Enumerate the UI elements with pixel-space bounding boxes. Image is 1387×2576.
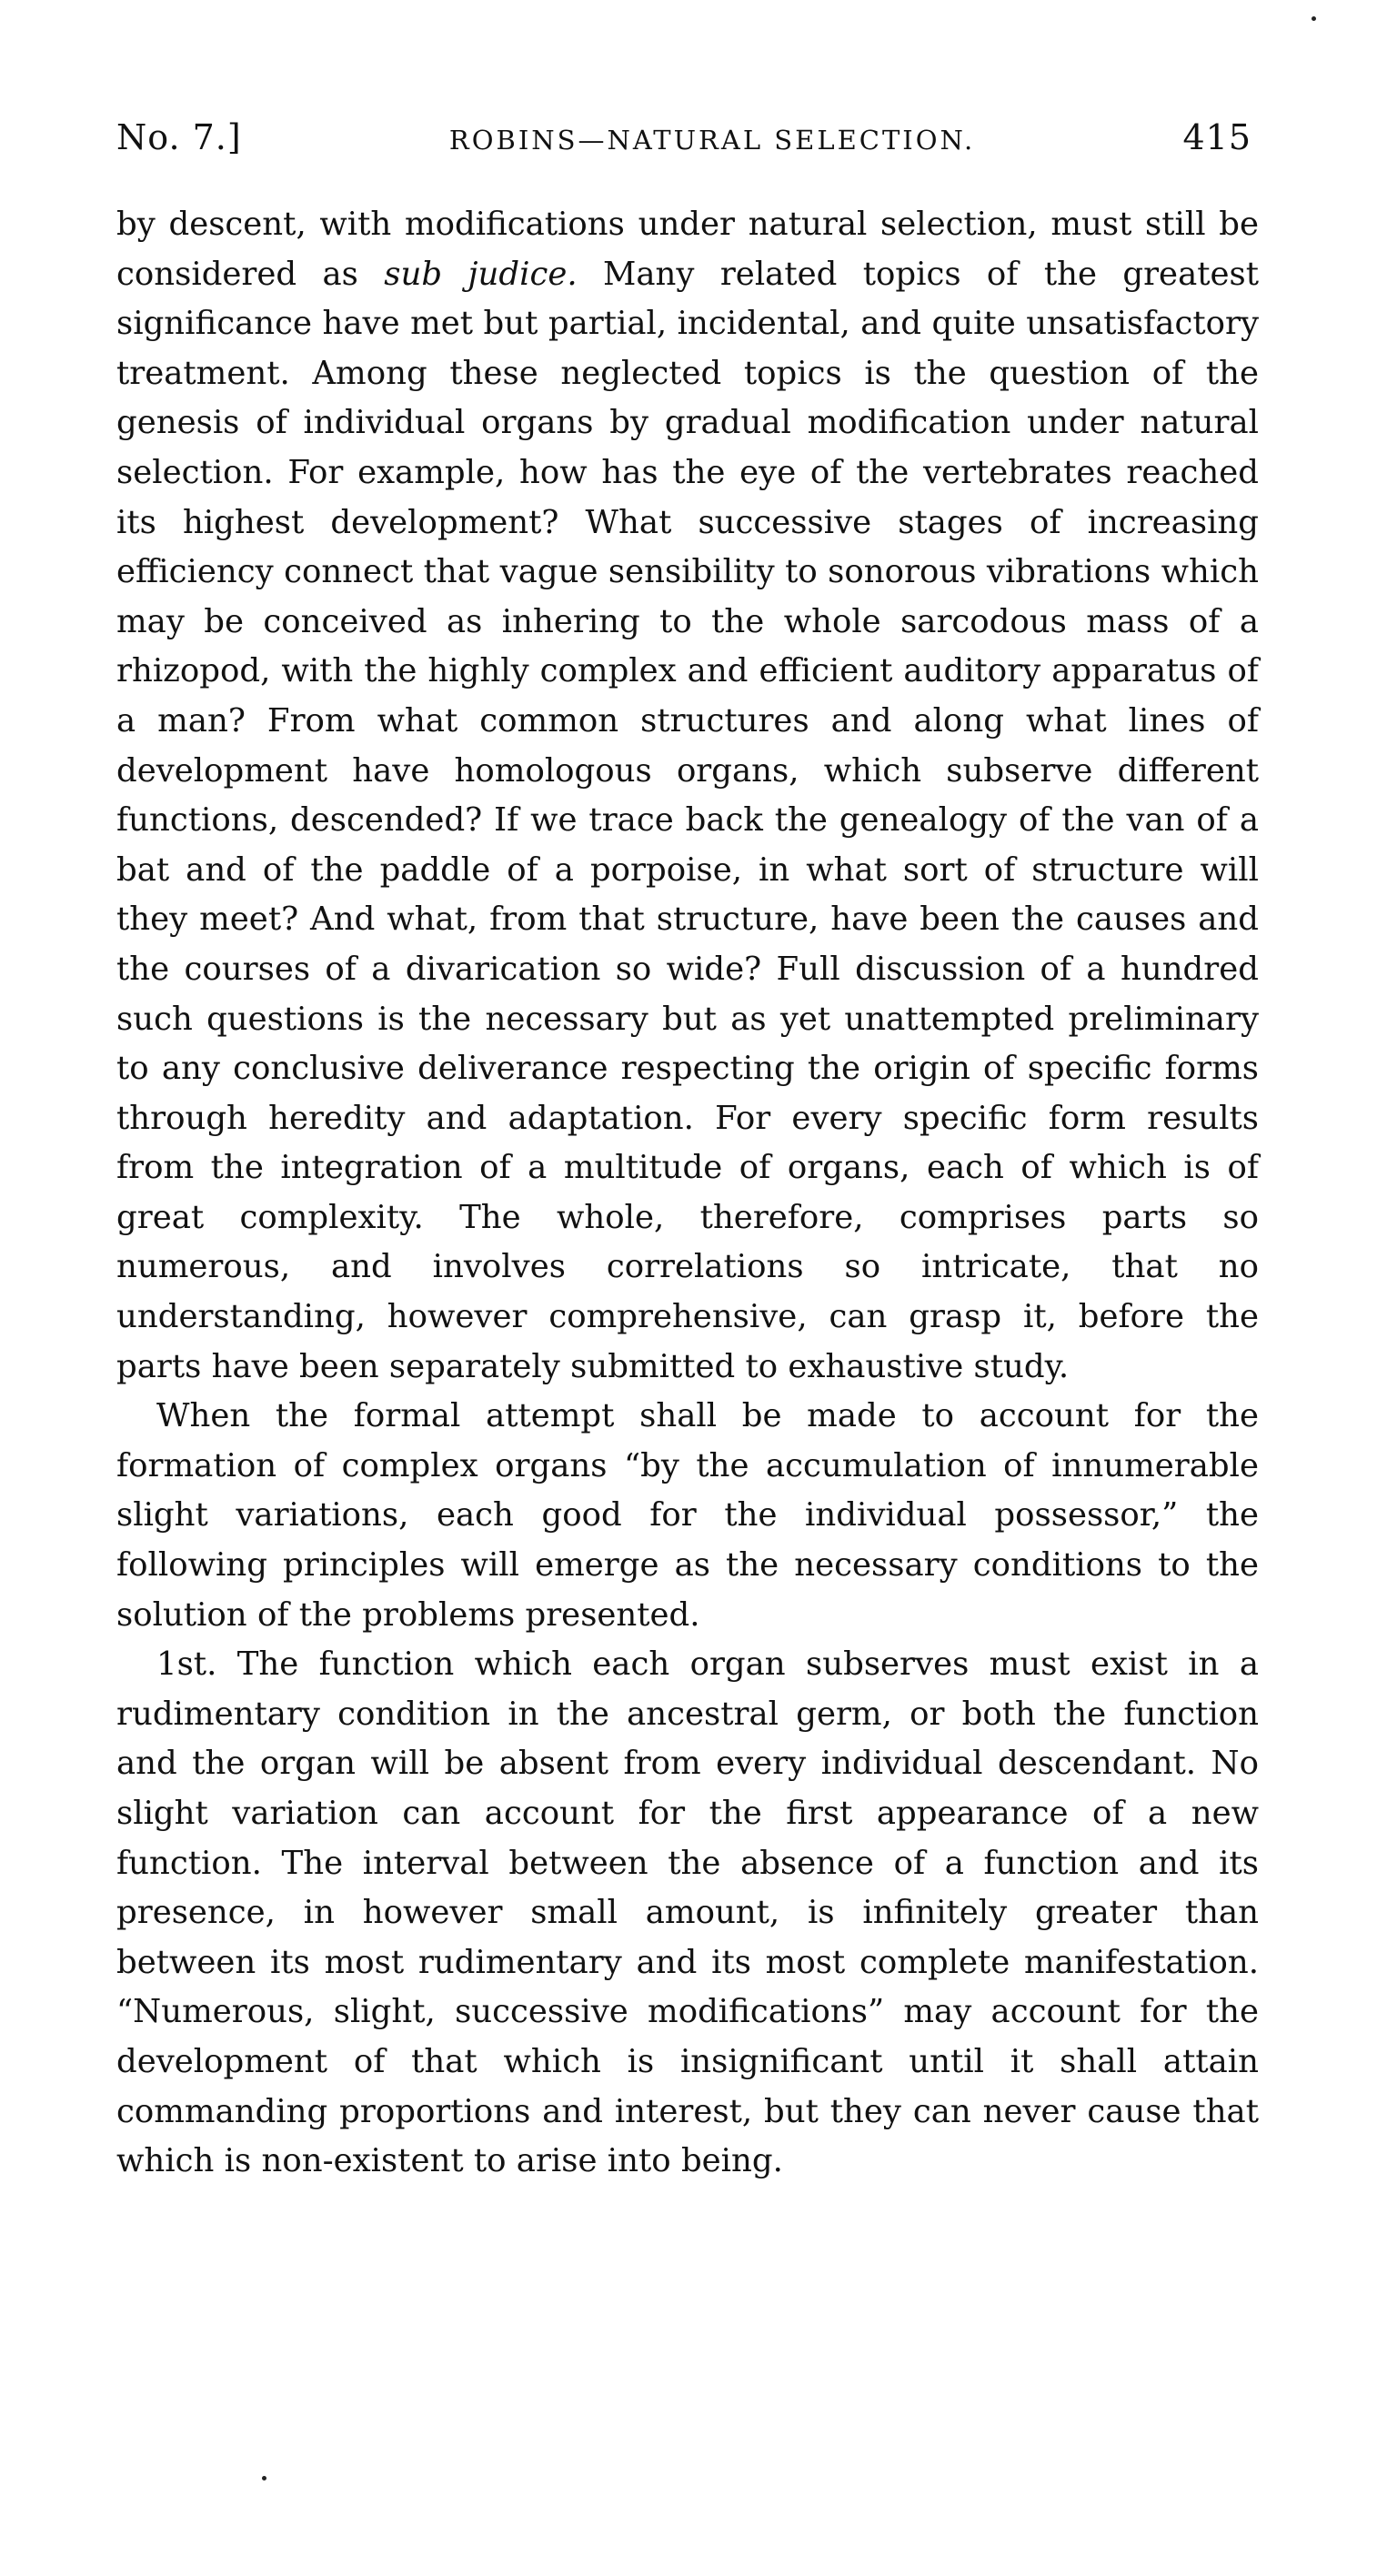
paragraph-text: Many related topics of the greatest significance have met but partial, incidental, and quite unsatisfactory treatment. Among these neglected topics is the question of the genesis of individual organs by gradual modification under natural selection. For example, how has the eye of the vertebrates reached its highest development? What successive stages of increasing efficiency connect that vague sensibility to sonorous vibrations which may be conceived as inhering to the whole sarcodous mass of a rhizopod, with the highly complex and efficient auditory apparatus of a man? From what common structures and along what lines of development have homologous organs, which subserve different functions, descended? If we trace back the genealogy of the van of a bat and of the paddle of a porpoise, in what sort of structure will they meet? And what, from that structure, have been the causes and the courses of a divarication so wide? Full discussion of a hundred such questions is the necessary but as yet unattempted preliminary to any conclusive deliverance respecting the origin of specific forms through heredity and adaptation. For every specific form results from the integration of a multitude of organs, each of which is of great complexity. The whole, therefore, comprises parts so numerous, and involves correlations so intricate, that no understanding, however comprehensive, can grasp it, before the parts have been separately submitted to exhaustive study. — [116, 255, 1259, 1385]
paragraph: 1st. The function which each organ subserves must exist in a rudimentary condition in the ancestral germ, or both the function and the organ will be absent from every individual descendant. No slight variation can account for the first appearance of a new function. The interval between the absence of a function and its presence, in however small amount, is infinitely greater than between its most rudimentary and its most complete manifestation. “Numerous, slight, successive modifications” may account for the development of that which is insignificant until it shall attain commanding proportions and interest, but they can never cause that which is non-existent to arise into being. — [116, 1645, 1259, 2180]
italic-phrase: sub judice. — [384, 255, 578, 293]
paragraph-continuation — [116, 200, 1259, 1392]
paragraph-text: by descent, with modifications under natural selection, must still be considered as — [116, 206, 1259, 293]
paragraph: When the formal attempt shall be made to account for the formation of complex organs “by the accumulation of innumerable slight variations, each good for the individual possessor,” the following principles will emerge as the necessary conditions to the solution of the problems presented. — [116, 1397, 1259, 1634]
page-header — [116, 117, 1251, 175]
scan-speck — [1312, 16, 1316, 21]
issue-number: No. 7.] — [116, 117, 242, 157]
scan-speck — [262, 2476, 266, 2480]
page-number: 415 — [1182, 117, 1251, 157]
running-title: ROBINS—NATURAL SELECTION. — [448, 125, 976, 156]
article-body — [116, 200, 1259, 2187]
